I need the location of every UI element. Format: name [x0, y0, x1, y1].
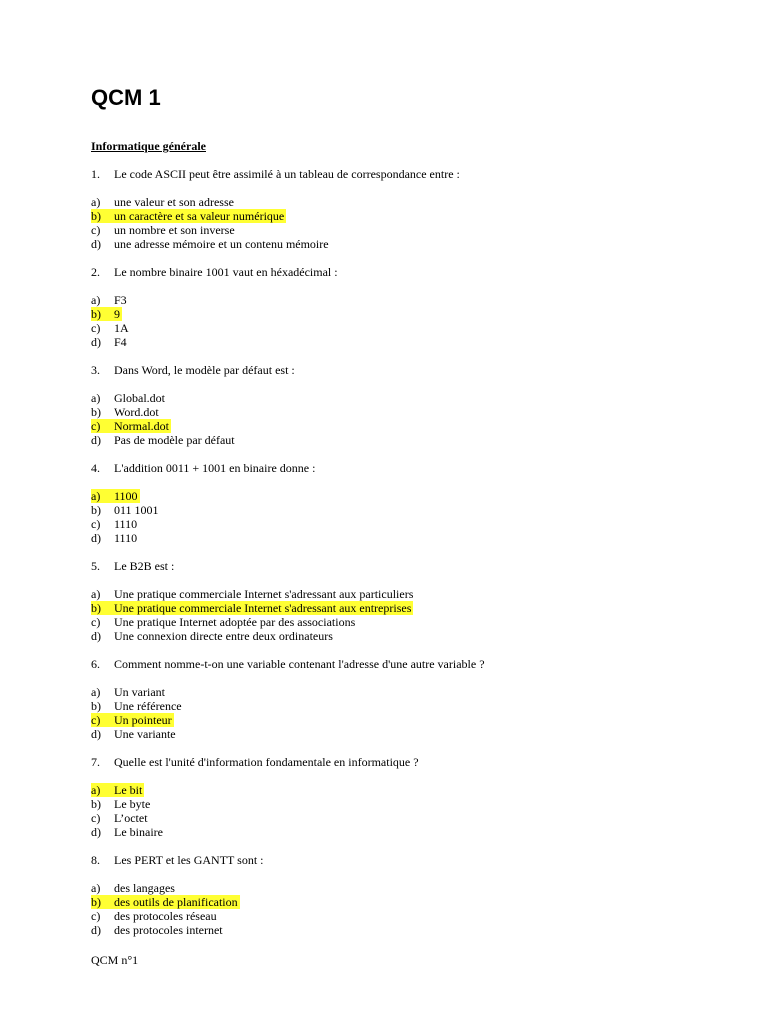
question-text: Dans Word, le modèle par défaut est :: [114, 363, 295, 377]
answer-option-highlighted: [91, 307, 122, 321]
answer-option: [91, 195, 413, 209]
answer-option-highlighted: [91, 419, 171, 433]
option-text: Normal.dot: [114, 419, 169, 433]
option-letter: d): [91, 335, 101, 349]
answer-option: [91, 223, 413, 237]
answer-option: [91, 335, 413, 349]
answer-option: [91, 391, 413, 405]
answer-option: [91, 503, 413, 517]
answer-option-highlighted: [91, 713, 174, 727]
option-text: des protocoles réseau: [114, 909, 217, 923]
question-number: 6.: [91, 657, 100, 671]
answer-option: [91, 587, 413, 601]
question-block: [91, 167, 460, 265]
question-text: Le code ASCII peut être assimilé à un tableau de correspondance entre :: [114, 167, 460, 181]
option-letter: a): [91, 489, 101, 503]
answer-option: [91, 321, 413, 335]
question-block: [91, 559, 413, 657]
option-text: Le bit: [114, 783, 143, 797]
option-letter: c): [91, 223, 101, 237]
answer-option: [91, 909, 413, 923]
question-text: L'addition 0011 + 1001 en binaire donne :: [114, 461, 316, 475]
option-letter: d): [91, 825, 101, 839]
option-text: un nombre et son inverse: [114, 223, 235, 237]
question-text: Le nombre binaire 1001 vaut en héxadécimal :: [114, 265, 338, 279]
option-letter: a): [91, 587, 101, 601]
question-text-row: [91, 559, 413, 573]
answer-option-highlighted: [91, 895, 240, 909]
option-letter: c): [91, 615, 101, 629]
question-number: 2.: [91, 265, 100, 279]
option-letter: b): [91, 307, 101, 321]
question-text-row: [91, 853, 413, 867]
option-letter: a): [91, 293, 101, 307]
option-letter: b): [91, 503, 101, 517]
question-number: 3.: [91, 363, 100, 377]
option-text: Pas de modèle par défaut: [114, 433, 235, 447]
question-text: Les PERT et les GANTT sont :: [114, 853, 264, 867]
option-letter: b): [91, 699, 101, 713]
question-text-row: [91, 755, 419, 769]
option-letter: b): [91, 209, 101, 223]
option-letter: d): [91, 727, 101, 741]
answer-option: [91, 811, 413, 825]
option-text: F3: [114, 293, 127, 307]
page-footer: QCM n°1: [91, 953, 139, 967]
option-text: 011 1001: [114, 503, 159, 517]
question-number: 7.: [91, 755, 100, 769]
question-number: 8.: [91, 853, 100, 867]
page-title: QCM 1: [91, 85, 161, 110]
option-letter: a): [91, 881, 101, 895]
option-text: Une pratique Internet adoptée par des associations: [114, 615, 356, 629]
option-text: F4: [114, 335, 127, 349]
option-text: Une pratique commerciale Internet s'adressant aux entreprises: [114, 601, 412, 615]
question-block: [91, 461, 413, 559]
option-text: des outils de planification: [114, 895, 238, 909]
answer-option: [91, 727, 413, 741]
option-text: 1110: [114, 531, 138, 545]
question-list: [91, 167, 485, 951]
question-block: [91, 755, 419, 853]
option-text: Un pointeur: [114, 713, 172, 727]
answer-option: [91, 531, 413, 545]
option-text: des langages: [114, 881, 175, 895]
question-text-row: [91, 167, 460, 181]
answer-option-highlighted: [91, 489, 140, 503]
option-letter: d): [91, 531, 101, 545]
question-text-row: [91, 657, 485, 671]
question-text-row: [91, 461, 413, 475]
answer-option: [91, 629, 413, 643]
option-text: 9: [114, 307, 120, 321]
option-text: un caractère et sa valeur numérique: [114, 209, 285, 223]
answer-option: [91, 433, 413, 447]
option-letter: c): [91, 321, 101, 335]
question-text: Le B2B est :: [114, 559, 175, 573]
option-text: 1110: [114, 517, 138, 531]
option-letter: d): [91, 237, 101, 251]
option-text: Une pratique commerciale Internet s'adressant aux particuliers: [114, 587, 414, 601]
option-text: Le byte: [114, 797, 151, 811]
option-letter: b): [91, 601, 101, 615]
option-letter: a): [91, 391, 101, 405]
question-text-row: [91, 363, 413, 377]
answer-option-highlighted: [91, 209, 286, 223]
option-letter: b): [91, 895, 101, 909]
option-text: des protocoles internet: [114, 923, 223, 937]
option-letter: c): [91, 517, 101, 531]
option-text: une valeur et son adresse: [114, 195, 234, 209]
answer-option: [91, 685, 413, 699]
question-number: 1.: [91, 167, 100, 181]
answer-option: [91, 881, 413, 895]
answer-option: [91, 237, 413, 251]
question-number: 5.: [91, 559, 100, 573]
question-text-row: [91, 265, 413, 279]
option-text: Une connexion directe entre deux ordinateurs: [114, 629, 333, 643]
option-letter: d): [91, 629, 101, 643]
answer-option-highlighted: [91, 601, 413, 615]
answer-option: [91, 699, 413, 713]
question-block: [91, 853, 413, 951]
option-letter: c): [91, 713, 101, 727]
answer-option: [91, 615, 413, 629]
option-letter: b): [91, 797, 101, 811]
section-heading: Informatique générale: [91, 139, 206, 153]
option-letter: c): [91, 909, 101, 923]
answer-option: [91, 797, 413, 811]
answer-option: [91, 923, 413, 937]
option-text: 1A: [114, 321, 129, 335]
option-text: Global.dot: [114, 391, 165, 405]
question-text: Comment nomme-t-on une variable contenant l'adresse d'une autre variable ?: [114, 657, 485, 671]
option-text: Une variante: [114, 727, 176, 741]
option-text: L’octet: [114, 811, 148, 825]
option-letter: a): [91, 195, 101, 209]
option-letter: b): [91, 405, 101, 419]
answer-option-highlighted: [91, 783, 144, 797]
answer-option: [91, 517, 413, 531]
option-text: Une référence: [114, 699, 182, 713]
question-number: 4.: [91, 461, 100, 475]
answer-option: [91, 293, 413, 307]
option-letter: d): [91, 923, 101, 937]
answer-option: [91, 825, 413, 839]
option-text: une adresse mémoire et un contenu mémoire: [114, 237, 329, 251]
option-text: Un variant: [114, 685, 165, 699]
option-text: Word.dot: [114, 405, 159, 419]
option-text: 1100: [114, 489, 138, 503]
answer-option: [91, 405, 413, 419]
option-letter: a): [91, 783, 101, 797]
option-letter: c): [91, 811, 101, 825]
option-letter: a): [91, 685, 101, 699]
option-letter: c): [91, 419, 101, 433]
question-block: [91, 265, 413, 363]
option-letter: d): [91, 433, 101, 447]
question-text: Quelle est l'unité d'information fondamentale en informatique ?: [114, 755, 419, 769]
option-text: Le binaire: [114, 825, 163, 839]
question-block: [91, 363, 413, 461]
question-block: [91, 657, 485, 755]
